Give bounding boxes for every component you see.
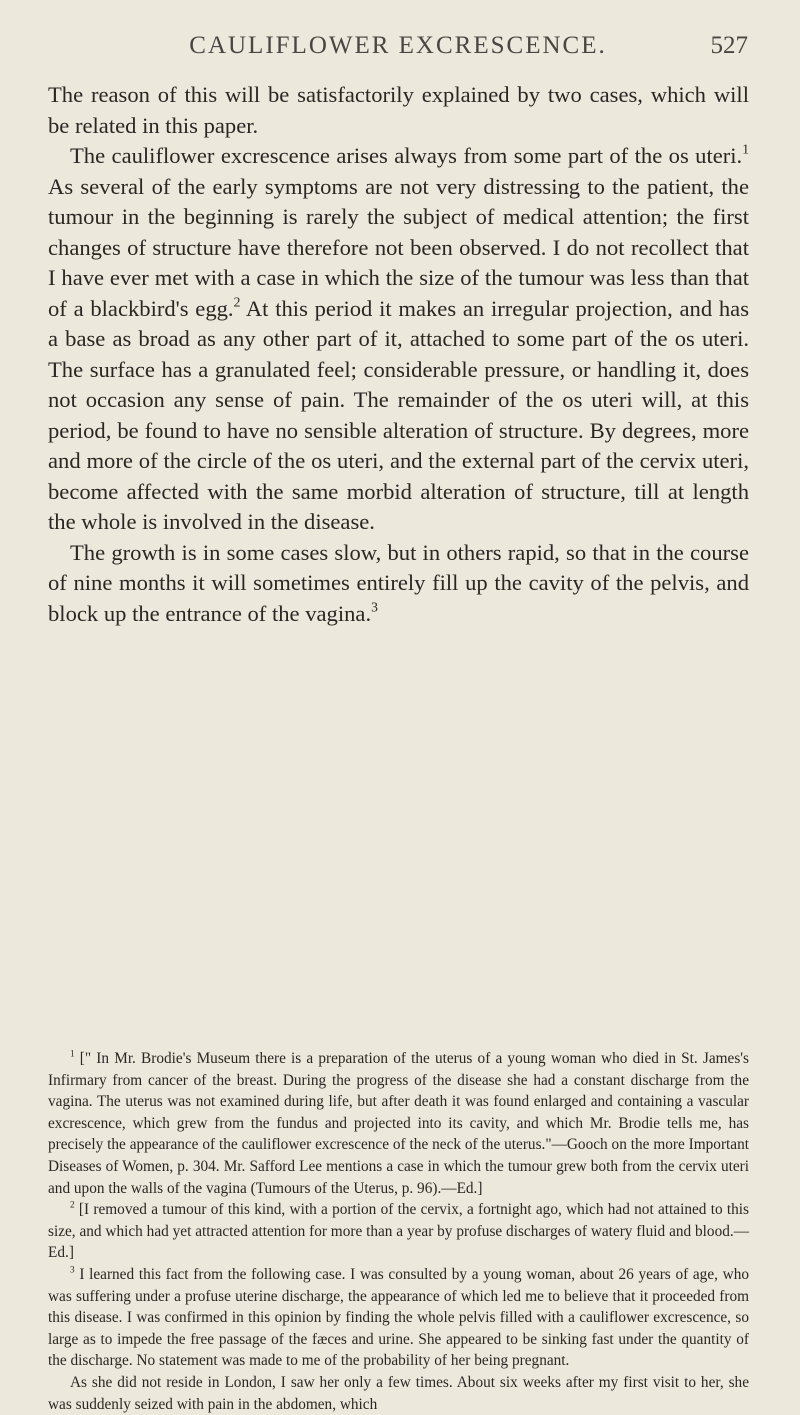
footnote-3 <box>48 1264 749 1372</box>
paragraph-2-part-a: The cauliflower excrescence arises always from some part of the os uteri. <box>70 143 743 168</box>
page-number: 527 <box>710 32 748 59</box>
footnote-1 <box>48 1048 749 1199</box>
footnote-ref-2: 2 <box>233 294 241 310</box>
running-head: CAULIFLOWER EXCRESCENCE. <box>189 32 607 59</box>
paragraph-2-part-c: At this period it makes an irregular projection, and has a base as broad as any other part of it, attached to some part of the os uteri. The surface has a granulated feel; considerable pressure, or handling it, does not occasion any sense of pain. The remainder of the os uteri will, at this period, be found to have no sensible alteration of structure. By degrees, more and more of the circle of the os uteri, and the external part of the cervix uteri, become affected with the same morbid alteration of structure, till at length the whole is involved in the disease. <box>48 295 749 534</box>
footnote-3-mark: 3 <box>70 1264 75 1275</box>
footnote-2 <box>48 1199 749 1264</box>
footnotes <box>48 1048 749 1415</box>
footnote-1-mark: 1 <box>70 1048 75 1059</box>
page-header <box>48 32 748 62</box>
footnote-ref-3: 3 <box>371 599 378 615</box>
footnote-3-text: I learned this fact from the following case. I was consulted by a young woman, about 26 years of age, who was suffering under a profuse uterine discharge, the appearance of which led me to believe that it proceeded from this disease. I was confirmed in this opinion by finding the whole pelvis filled with a cauliflower excrescence, so large as to impede the free passage of the fæces and urine. She appeared to be sinking fast under the quantity of the discharge. No statement was made to me of the probability of her being pregnant. <box>48 1265 749 1370</box>
footnote-2-mark: 2 <box>70 1199 75 1210</box>
main-text <box>48 80 749 629</box>
paragraph-2-part-b: As several of the early symptoms are not very distressing to the patient, the tumour in the beginning is rarely the subject of medical attention; the first changes of structure have therefore not been observed. I do not recollect that I have ever met with a case in which the size of the tumour was less than that of a blackbird's egg. <box>48 173 749 321</box>
footnote-2-text: [I removed a tumour of this kind, with a portion of the cervix, a fortnight ago, which had not attained to this size, and which had yet attracted attention for more than a year by profuse discharges of watery fluid and blood.—Ed.] <box>48 1201 750 1262</box>
paragraph-1: The reason of this will be satisfactorily explained by two cases, which will be related in this paper. <box>48 82 749 138</box>
paragraph-2 <box>48 141 749 538</box>
footnote-3-continued: As she did not reside in London, I saw her only a few times. About six weeks after my first visit to her, she was suddenly seized with pain in the abdomen, which <box>48 1373 749 1413</box>
footnote-ref-1: 1 <box>742 141 749 157</box>
footnote-1-text: [" In Mr. Brodie's Museum there is a preparation of the uterus of a young woman who died in St. James's Infirmary from cancer of the breast. During the progress of the disease she had a constant discharge from the vagina. The uterus was not examined during life, but after death it was found enlarged and containing a vascular excrescence, which grew from the fundus and projected into its cavity, and which Mr. Brodie tells me, has precisely the appearance of the cauliflower excrescence of the neck of the uterus."—Gooch on the more Important Diseases of Women, p. 304. Mr. Safford Lee mentions a case in which the tumour grew both from the cervix uteri and upon the walls of the vagina (Tumours of the Uterus, p. 96).—Ed.] <box>48 1050 749 1197</box>
paragraph-3-text: The growth is in some cases slow, but in others rapid, so that in the course of nine months it will sometimes entirely fill up the cavity of the pelvis, and block up the entrance of the vagina. <box>48 539 749 626</box>
paragraph-3 <box>48 538 749 630</box>
